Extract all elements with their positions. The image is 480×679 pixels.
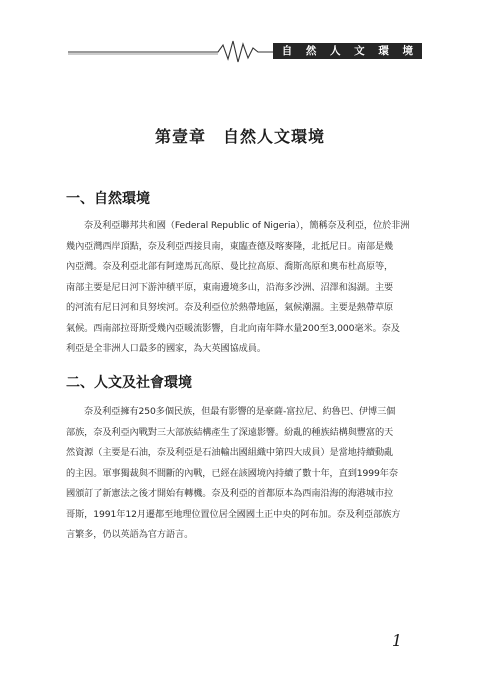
text-line: 南部主要是尼日河下游沖積平原，東南邊境多山，沿海多沙洲、沼澤和潟湖。主要 <box>66 281 394 293</box>
text-line: 國頒訂了新憲法之後才開始有轉機。奈及利亞的首都原本為西南沿海的海港城市拉 <box>66 488 394 499</box>
paragraph-social <box>66 402 420 546</box>
text-line: 言繁多，仍以英語為官方語言。 <box>66 529 194 540</box>
section-heading-social: 二、人文及社會環境 <box>66 375 192 391</box>
text-line: 內亞灣。奈及利亞北部有阿達馬瓦高原、曼比拉高原、喬斯高原和奧布杜高原等， <box>66 261 394 272</box>
text-line: 然資源（主要是石油，奈及利亞是石油輸出國組織中第四大成員）是當地持續動亂 <box>66 447 394 458</box>
text-line: 奈及利亞聯邦共和國（Federal Republic of Nigeria），簡稱奈及利亞，位於非洲 <box>84 220 410 231</box>
text-line: 的河流有尼日河和貝努埃河。奈及利亞位於熱帶地區，氣候潮濕。主要是熱帶草原 <box>66 302 394 313</box>
text-line: 利亞是全非洲人口最多的國家，為大英國協成員。 <box>66 343 266 354</box>
text-line: 的主因。軍事獨裁與不間斷的內戰，已經在該國境內持續了數十年，直到1999年奈 <box>66 467 398 479</box>
paragraph-natural <box>66 216 420 360</box>
chapter-title: 第壹章 自然人文環境 <box>154 127 325 146</box>
page-number: 1 <box>391 631 402 650</box>
running-header <box>68 36 422 64</box>
text-line: 氣候。西南部拉哥斯受幾內亞暖流影響，自北向南年降水量200至3,000毫米。奈及 <box>66 322 400 334</box>
text-line: 幾內亞灣西岸頂點，奈及利亞西接貝南，東臨查德及喀麥隆，北抵尼日。南部是幾 <box>66 240 394 252</box>
header-tag: 自 然 人 文 環 境 <box>273 43 422 59</box>
text-line: 奈及利亞擁有250多個民族，但最有影響的是豪薩-富拉尼、約魯巴、伊博三個 <box>84 406 396 417</box>
section-heading-natural: 一、自然環境 <box>66 191 150 207</box>
text-line: 部族，奈及利亞內戰對三大部族結構產生了深遠影響。紛亂的種族結構與豐富的天 <box>66 426 394 438</box>
text-line: 哥斯，1991年12月遷都至地理位置位居全國國土正中央的阿布加。奈及利亞部族方 <box>66 508 401 520</box>
